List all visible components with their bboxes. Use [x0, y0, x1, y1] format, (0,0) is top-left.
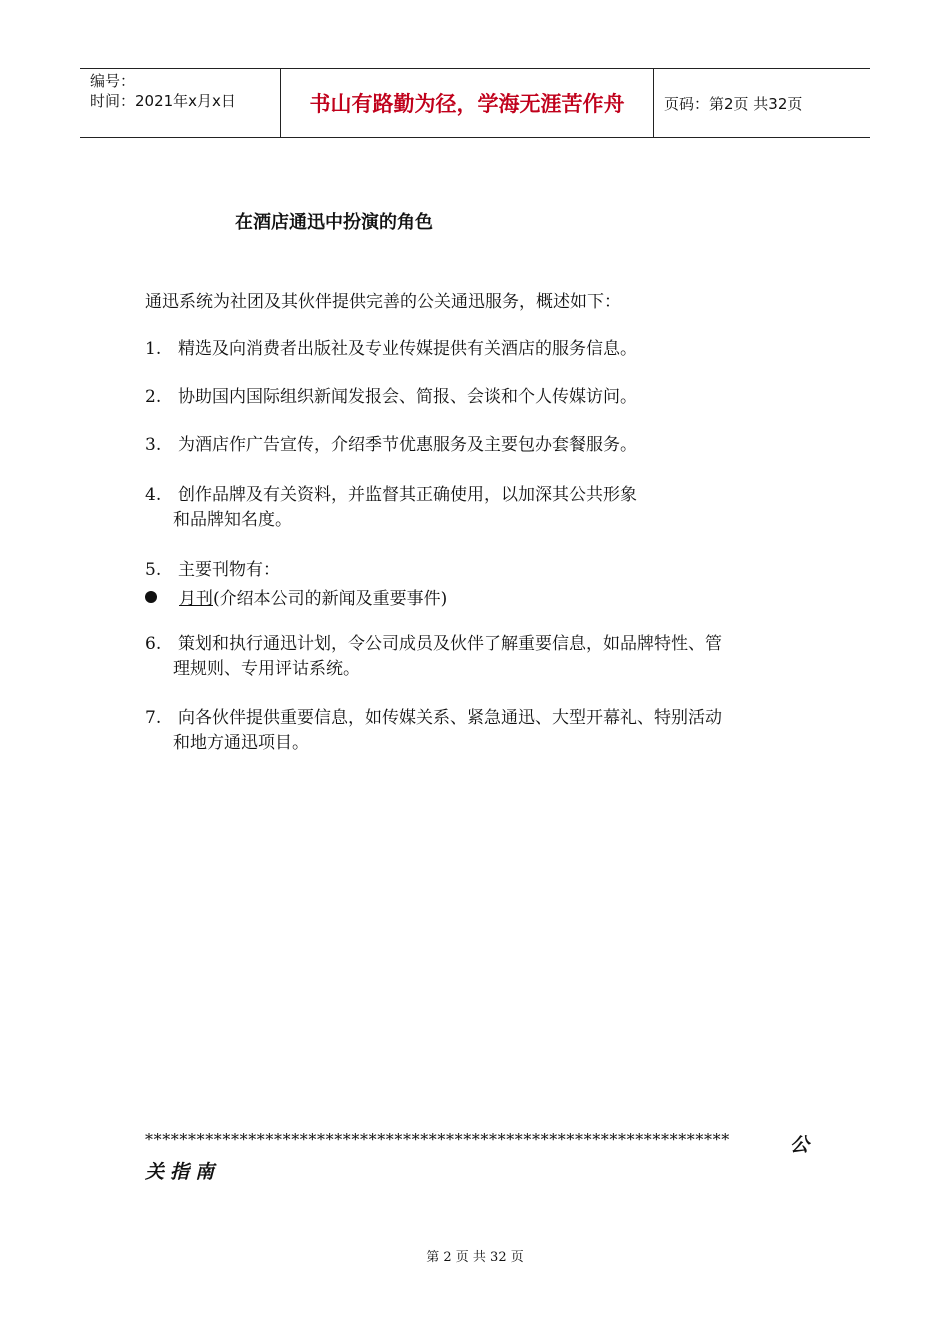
item-number: 5. [145, 560, 162, 580]
item-text: 精选及向消费者出版社及专业传媒提供有关酒店的服务信息。 [178, 339, 637, 359]
item-continuation: 和品牌知名度。 [173, 510, 292, 530]
item-number: 7. [145, 708, 162, 728]
list-item [145, 337, 825, 362]
bullet-underlined-text: 月刊 [179, 589, 213, 609]
item-number: 2. [145, 387, 162, 407]
item-continuation: 和地方通迅项目。 [173, 733, 309, 753]
number-label: 编号： [90, 72, 136, 90]
item-text: 主要刊物有： [178, 560, 280, 580]
intro-paragraph: 通迅系统为社团及其伙伴提供完善的公关通迅服务，概述如下： [145, 292, 621, 312]
separator-stars: ******************************************************************** [145, 1130, 730, 1149]
bullet-text: (介绍本公司的新闻及重要事件) [213, 589, 448, 609]
header-motto: 书山有路勤为径，学海无涯苦作舟 [281, 69, 654, 137]
item-continuation: 理规则、专用评诂系统。 [173, 659, 360, 679]
list-item [145, 385, 825, 410]
item-text: 协助国内国际组织新闻发报会、简报、会谈和个人传媒访问。 [178, 387, 637, 407]
bullet-icon [145, 591, 157, 603]
header-page-info: 页码：第2页 共32页 [664, 94, 803, 113]
item-text: 创作品牌及有关资料，并监督其正确使用，以加深其公共形象 [178, 485, 637, 505]
list-item [145, 706, 825, 756]
date-label: 时间：2021年x月x日 [90, 92, 236, 110]
page-footer: 第 2 页 共 32 页 [426, 1250, 524, 1265]
header-meta [80, 69, 281, 137]
document-title: 在酒店通迅中扮演的角色 [235, 212, 433, 233]
item-text: 向各伙伴提供重要信息，如传媒关系、紧急通迅、大型开幕礼、特别活动 [178, 708, 722, 728]
list-item [145, 558, 825, 583]
item-number: 1. [145, 339, 162, 359]
page-header [80, 68, 870, 138]
item-text: 为酒店作广告宣传，介绍季节优惠服务及主要包办套餐服务。 [178, 435, 637, 455]
list-item [145, 632, 825, 682]
item-number: 3. [145, 435, 162, 455]
item-text: 策划和执行通迅计划，令公司成员及伙伴了解重要信息，如品牌特性、管 [178, 634, 722, 654]
bullet-item [145, 584, 447, 609]
item-number: 4. [145, 485, 162, 505]
guide-label-end: 关指南 [145, 1161, 221, 1183]
list-item [145, 483, 825, 533]
guide-label-start: 公 [790, 1134, 810, 1156]
list-item [145, 433, 825, 458]
item-number: 6. [145, 634, 162, 654]
